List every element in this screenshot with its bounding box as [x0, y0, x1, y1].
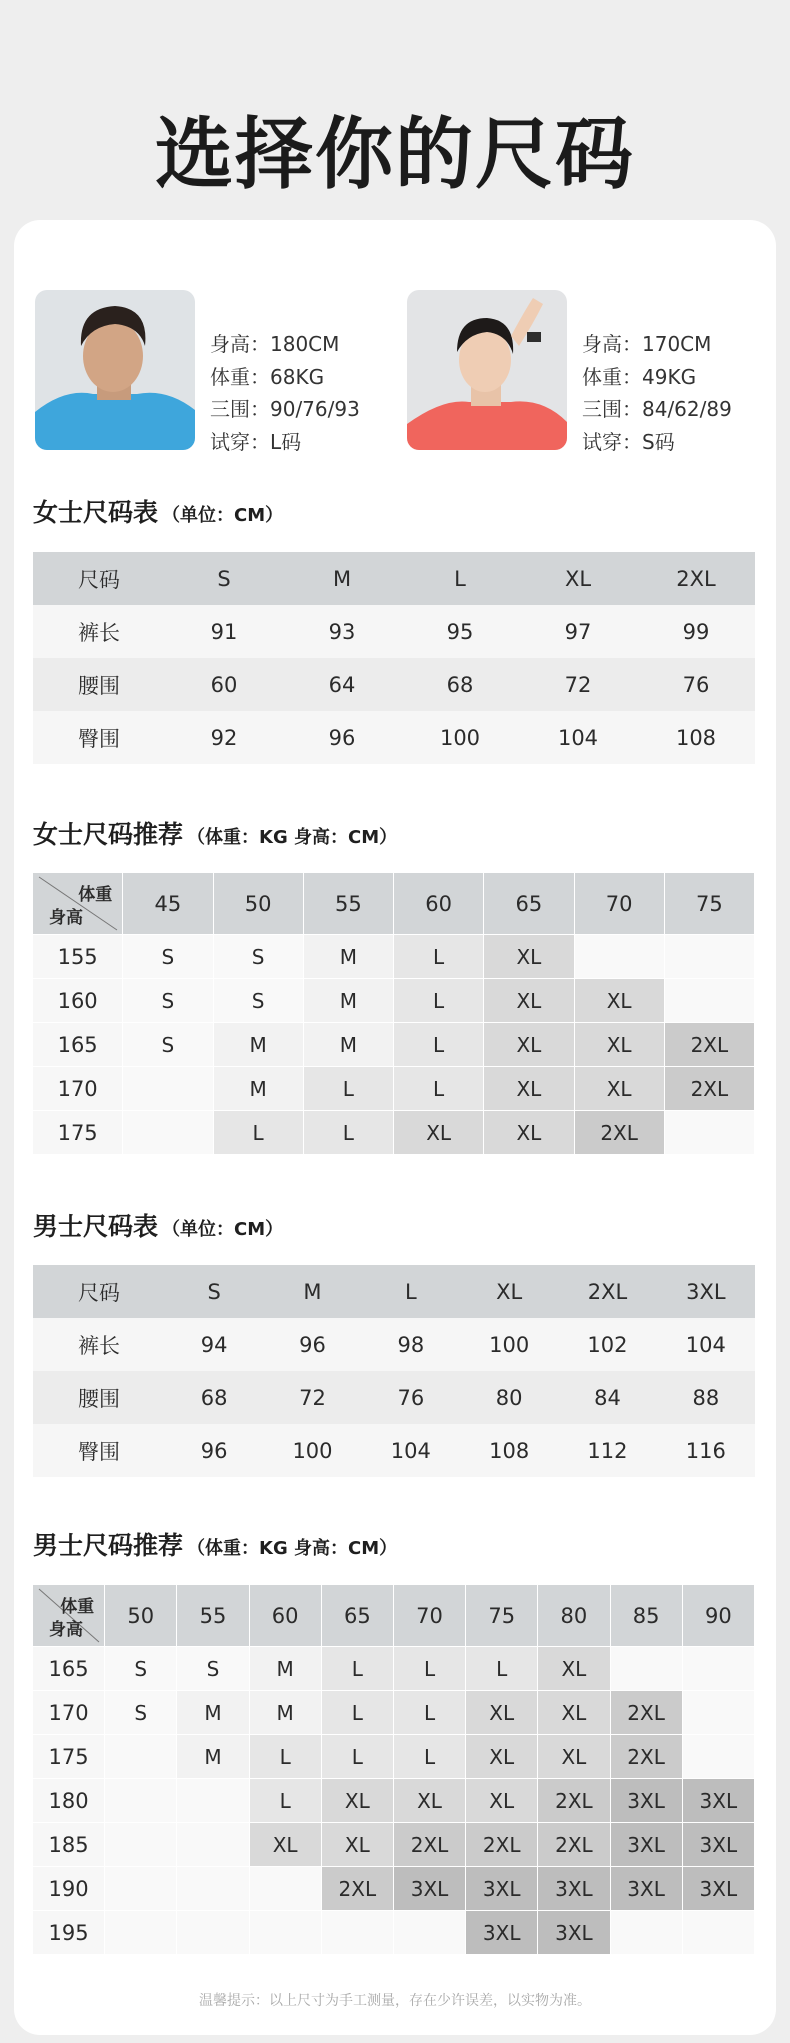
women-recommend-table	[33, 873, 755, 1155]
size-recommend-cell: S	[177, 1647, 249, 1691]
measure-value: 64	[283, 658, 401, 711]
size-recommend-cell: M	[304, 935, 394, 979]
weight-header-cell: 55	[304, 873, 394, 935]
size-recommend-cell	[177, 1823, 249, 1867]
size-header-cell: M	[263, 1265, 361, 1318]
size-recommend-cell	[322, 1911, 394, 1955]
size-recommend-cell: XL	[538, 1735, 610, 1779]
height-row-label: 190	[33, 1867, 105, 1911]
table-row	[33, 1867, 755, 1911]
size-recommend-cell: XL	[250, 1823, 322, 1867]
size-recommend-cell: 3XL	[611, 1823, 683, 1867]
size-recommend-cell: S	[105, 1691, 177, 1735]
size-recommend-cell: M	[250, 1691, 322, 1735]
measure-value: 92	[165, 711, 283, 764]
weight-header-cell: 80	[538, 1585, 610, 1647]
size-recommend-cell: XL	[538, 1647, 610, 1691]
weight-header-cell: 65	[484, 873, 574, 935]
size-recommend-cell: S	[105, 1647, 177, 1691]
size-recommend-cell: XL	[484, 935, 574, 979]
table-row	[33, 1691, 755, 1735]
weight-header-cell: 85	[611, 1585, 683, 1647]
size-recommend-cell	[250, 1911, 322, 1955]
table-row	[33, 935, 755, 979]
weight-header-cell: 50	[214, 873, 304, 935]
corner-height-label: 身高	[49, 1620, 83, 1640]
measure-label: 腰围	[33, 1371, 165, 1424]
size-recommend-cell: L	[322, 1647, 394, 1691]
size-recommend-cell: M	[214, 1023, 304, 1067]
measure-value: 100	[460, 1318, 558, 1371]
size-recommend-cell	[250, 1867, 322, 1911]
men-recommend-title-text: 男士尺码推荐	[33, 1531, 184, 1560]
size-recommend-cell	[665, 935, 755, 979]
size-recommend-cell: 2XL	[538, 1823, 610, 1867]
size-recommend-cell: 3XL	[683, 1823, 755, 1867]
men-size-table-header	[33, 1265, 755, 1318]
size-recommend-cell: 2XL	[665, 1067, 755, 1111]
size-header-cell: XL	[519, 552, 637, 605]
height-row-label: 175	[33, 1735, 105, 1779]
size-recommend-cell: 3XL	[538, 1911, 610, 1955]
size-recommend-cell: XL	[484, 979, 574, 1023]
height-row-label: 165	[33, 1023, 123, 1067]
measure-value: 91	[165, 605, 283, 658]
size-header-cell: M	[283, 552, 401, 605]
height-row-label: 180	[33, 1779, 105, 1823]
size-recommend-cell: M	[250, 1647, 322, 1691]
measure-label: 裤长	[33, 605, 165, 658]
size-header-label: 尺码	[33, 1265, 165, 1318]
height-row-label: 195	[33, 1911, 105, 1955]
size-recommend-cell: 2XL	[611, 1735, 683, 1779]
women-size-chart-title	[33, 493, 283, 529]
women-recommend-header	[33, 873, 755, 935]
table-row	[33, 1023, 755, 1067]
size-recommend-cell: 2XL	[466, 1823, 538, 1867]
height-row-label: 165	[33, 1647, 105, 1691]
men-size-table	[33, 1265, 755, 1477]
measure-value: 112	[558, 1424, 656, 1477]
size-recommend-cell	[123, 1067, 213, 1111]
women-size-chart-title-text: 女士尺码表	[33, 498, 159, 527]
measure-label: 腰围	[33, 658, 165, 711]
size-header-cell: L	[362, 1265, 460, 1318]
measure-value: 96	[283, 711, 401, 764]
women-recommend-title-text: 女士尺码推荐	[33, 820, 184, 849]
size-recommend-cell: L	[304, 1067, 394, 1111]
measure-value: 96	[263, 1318, 361, 1371]
measure-value: 80	[460, 1371, 558, 1424]
size-recommend-cell: S	[123, 935, 213, 979]
table-row	[33, 658, 755, 711]
men-size-chart-title	[33, 1207, 283, 1243]
corner-header	[33, 1585, 105, 1647]
size-header-cell: 2XL	[637, 552, 755, 605]
measure-value: 88	[657, 1371, 755, 1424]
measure-value: 72	[519, 658, 637, 711]
size-recommend-cell: 3XL	[394, 1867, 466, 1911]
men-recommend-header	[33, 1585, 755, 1647]
size-recommend-cell	[575, 935, 665, 979]
measure-value: 108	[460, 1424, 558, 1477]
size-recommend-cell: L	[214, 1111, 304, 1155]
weight-header-cell: 60	[250, 1585, 322, 1647]
table-row	[33, 605, 755, 658]
measure-value: 108	[637, 711, 755, 764]
table-row	[33, 1823, 755, 1867]
size-recommend-cell: L	[322, 1691, 394, 1735]
size-recommend-cell: L	[394, 1691, 466, 1735]
size-recommend-cell: 3XL	[466, 1911, 538, 1955]
size-recommend-cell: XL	[322, 1779, 394, 1823]
size-recommend-cell	[394, 1911, 466, 1955]
female-weight: 体重：49KG	[582, 364, 697, 389]
size-recommend-cell	[683, 1735, 755, 1779]
size-recommend-cell	[683, 1691, 755, 1735]
table-row	[33, 1424, 755, 1477]
measure-value: 68	[401, 658, 519, 711]
female-model-info	[582, 328, 732, 458]
table-row	[33, 1911, 755, 1955]
size-recommend-cell	[177, 1911, 249, 1955]
size-recommend-cell: XL	[484, 1067, 574, 1111]
table-row	[33, 1111, 755, 1155]
measure-value: 97	[519, 605, 637, 658]
size-recommend-cell	[665, 979, 755, 1023]
size-recommend-cell: L	[250, 1735, 322, 1779]
measure-value: 99	[637, 605, 755, 658]
size-recommend-cell: XL	[538, 1691, 610, 1735]
women-recommend-unit: （体重：KG 身高：CM）	[187, 827, 398, 848]
size-recommend-cell: L	[394, 1067, 484, 1111]
men-recommend-unit: （体重：KG 身高：CM）	[187, 1538, 398, 1559]
size-recommend-cell: 2XL	[611, 1691, 683, 1735]
corner-height-label: 身高	[49, 908, 83, 928]
male-model-photo	[35, 290, 195, 450]
male-measurements: 三围：90/76/93	[210, 397, 360, 421]
weight-header-cell: 65	[322, 1585, 394, 1647]
measure-value: 95	[401, 605, 519, 658]
size-recommend-cell	[123, 1111, 213, 1155]
size-recommend-cell: 3XL	[683, 1867, 755, 1911]
size-header-cell: S	[165, 552, 283, 605]
weight-header-cell: 70	[394, 1585, 466, 1647]
size-recommend-cell: L	[304, 1111, 394, 1155]
female-measurements: 三围：84/62/89	[582, 397, 732, 421]
size-recommend-cell: XL	[322, 1823, 394, 1867]
measure-value: 93	[283, 605, 401, 658]
size-recommend-cell: XL	[575, 979, 665, 1023]
size-recommend-cell	[611, 1647, 683, 1691]
measure-value: 98	[362, 1318, 460, 1371]
size-recommend-cell: XL	[484, 1023, 574, 1067]
men-size-chart-unit: （单位：CM）	[162, 1219, 284, 1240]
footer-note: 温馨提示：以上尺寸为手工测量，存在少许误差，以实物为准。	[199, 1993, 591, 2009]
size-recommend-cell	[105, 1867, 177, 1911]
size-recommend-cell: 2XL	[575, 1111, 665, 1155]
height-row-label: 160	[33, 979, 123, 1023]
female-tryon: 试穿：S码	[582, 429, 675, 454]
size-recommend-cell	[177, 1779, 249, 1823]
size-recommend-cell: L	[394, 1647, 466, 1691]
size-header-cell: XL	[460, 1265, 558, 1318]
size-recommend-cell: S	[123, 1023, 213, 1067]
height-row-label: 170	[33, 1067, 123, 1111]
table-row	[33, 711, 755, 764]
table-row	[33, 1318, 755, 1371]
size-recommend-cell: XL	[394, 1779, 466, 1823]
size-recommend-cell: 2XL	[538, 1779, 610, 1823]
weight-header-cell: 55	[177, 1585, 249, 1647]
corner-header	[33, 873, 123, 935]
height-row-label: 170	[33, 1691, 105, 1735]
size-recommend-cell: XL	[394, 1111, 484, 1155]
size-recommend-cell: M	[304, 1023, 394, 1067]
size-recommend-cell: L	[322, 1735, 394, 1779]
women-size-chart-unit: （单位：CM）	[162, 505, 284, 526]
men-recommend-title	[33, 1526, 397, 1562]
size-recommend-cell: 3XL	[538, 1867, 610, 1911]
weight-header-cell: 45	[123, 873, 213, 935]
weight-header-cell: 50	[105, 1585, 177, 1647]
size-header-label: 尺码	[33, 552, 165, 605]
height-row-label: 175	[33, 1111, 123, 1155]
height-row-label: 155	[33, 935, 123, 979]
size-recommend-cell: L	[394, 1735, 466, 1779]
page-title: 选择你的尺码	[154, 110, 635, 200]
size-recommend-cell	[683, 1647, 755, 1691]
measure-value: 60	[165, 658, 283, 711]
size-recommend-cell	[665, 1111, 755, 1155]
measure-value: 100	[401, 711, 519, 764]
size-recommend-cell: XL	[466, 1691, 538, 1735]
size-recommend-cell	[105, 1823, 177, 1867]
measure-value: 84	[558, 1371, 656, 1424]
size-recommend-cell: XL	[575, 1023, 665, 1067]
size-recommend-cell: XL	[466, 1735, 538, 1779]
measure-value: 100	[263, 1424, 361, 1477]
size-recommend-cell: 3XL	[611, 1779, 683, 1823]
measure-value: 94	[165, 1318, 263, 1371]
male-weight: 体重：68KG	[210, 364, 325, 389]
size-recommend-cell: M	[214, 1067, 304, 1111]
table-row	[33, 1647, 755, 1691]
measure-value: 116	[657, 1424, 755, 1477]
size-recommend-cell: S	[214, 979, 304, 1023]
size-recommend-cell: 3XL	[683, 1779, 755, 1823]
table-row	[33, 1735, 755, 1779]
women-size-table-header	[33, 552, 755, 605]
measure-value: 76	[637, 658, 755, 711]
size-recommend-cell: 3XL	[466, 1867, 538, 1911]
size-recommend-cell	[611, 1911, 683, 1955]
size-recommend-cell: S	[123, 979, 213, 1023]
size-recommend-cell: L	[250, 1779, 322, 1823]
male-model-info	[210, 328, 360, 458]
corner-weight-label: 体重	[78, 885, 113, 905]
weight-header-cell: 70	[575, 873, 665, 935]
corner-weight-label: 体重	[60, 1597, 95, 1617]
size-recommend-cell: L	[394, 1023, 484, 1067]
female-model-photo	[407, 290, 567, 450]
weight-header-cell: 75	[466, 1585, 538, 1647]
size-recommend-cell: L	[466, 1647, 538, 1691]
height-row-label: 185	[33, 1823, 105, 1867]
weight-header-cell: 60	[394, 873, 484, 935]
size-recommend-cell	[683, 1911, 755, 1955]
table-row	[33, 1779, 755, 1823]
measure-value: 104	[657, 1318, 755, 1371]
size-recommend-cell: XL	[575, 1067, 665, 1111]
men-size-chart-title-text: 男士尺码表	[33, 1212, 159, 1241]
measure-value: 104	[519, 711, 637, 764]
size-recommend-cell: S	[214, 935, 304, 979]
weight-header-cell: 75	[665, 873, 755, 935]
size-header-cell: S	[165, 1265, 263, 1318]
measure-label: 臀围	[33, 711, 165, 764]
measure-value: 102	[558, 1318, 656, 1371]
measure-value: 96	[165, 1424, 263, 1477]
size-recommend-cell: L	[394, 979, 484, 1023]
women-recommend-title	[33, 815, 397, 851]
size-recommend-cell	[105, 1735, 177, 1779]
measure-value: 104	[362, 1424, 460, 1477]
men-recommend-table	[33, 1585, 755, 1955]
size-header-cell: L	[401, 552, 519, 605]
table-row	[33, 1067, 755, 1111]
measure-label: 臀围	[33, 1424, 165, 1477]
size-recommend-cell: 2XL	[665, 1023, 755, 1067]
size-header-cell: 3XL	[657, 1265, 755, 1318]
size-recommend-cell: L	[394, 935, 484, 979]
size-recommend-cell: M	[177, 1691, 249, 1735]
size-recommend-cell: 2XL	[394, 1823, 466, 1867]
size-recommend-cell: 3XL	[611, 1867, 683, 1911]
table-row	[33, 1371, 755, 1424]
size-recommend-cell	[105, 1779, 177, 1823]
table-row	[33, 979, 755, 1023]
size-recommend-cell	[177, 1867, 249, 1911]
size-recommend-cell: XL	[466, 1779, 538, 1823]
measure-label: 裤长	[33, 1318, 165, 1371]
size-recommend-cell: M	[304, 979, 394, 1023]
female-height: 身高：170CM	[582, 332, 712, 356]
size-recommend-cell: XL	[484, 1111, 574, 1155]
women-size-table	[33, 552, 755, 764]
weight-header-cell: 90	[683, 1585, 755, 1647]
male-height: 身高：180CM	[210, 332, 340, 356]
size-recommend-cell: 2XL	[322, 1867, 394, 1911]
size-recommend-cell	[105, 1911, 177, 1955]
measure-value: 68	[165, 1371, 263, 1424]
size-header-cell: 2XL	[558, 1265, 656, 1318]
male-tryon: 试穿：L码	[210, 429, 302, 454]
measure-value: 76	[362, 1371, 460, 1424]
measure-value: 72	[263, 1371, 361, 1424]
size-recommend-cell: M	[177, 1735, 249, 1779]
